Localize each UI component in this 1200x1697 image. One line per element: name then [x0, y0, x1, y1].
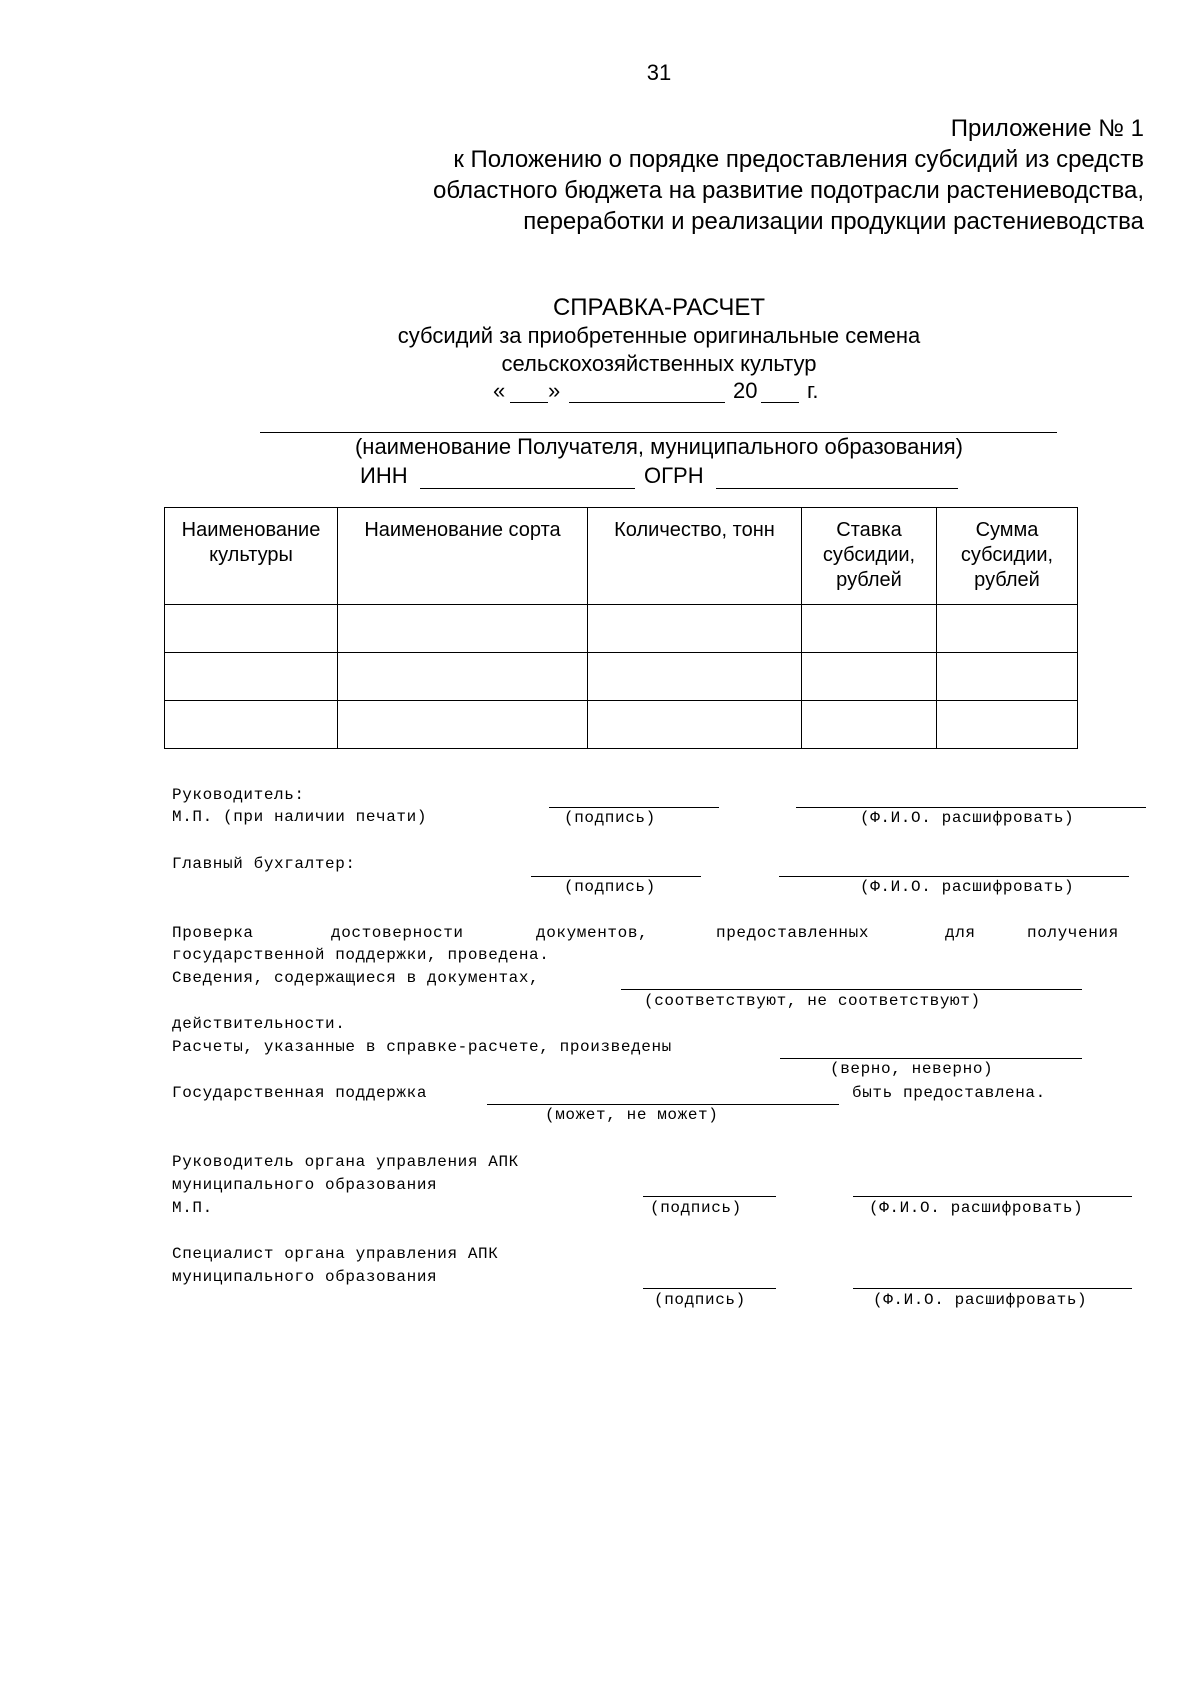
- stamp-label: М.П. (при наличии печати): [172, 808, 428, 826]
- verification-word: предоставленных: [716, 924, 870, 942]
- table-cell[interactable]: [588, 605, 802, 653]
- date-year-suffix: г.: [807, 378, 819, 403]
- date-quote-open: «: [493, 378, 506, 403]
- header-variety-name: Наименование сорта: [338, 508, 588, 605]
- apk-head-name-caption: (Ф.И.О. расшифровать): [869, 1199, 1084, 1217]
- apk-specialist-signature-field[interactable]: [643, 1288, 776, 1289]
- table-row: [165, 653, 1078, 701]
- apk-specialist-name-field[interactable]: [853, 1288, 1132, 1289]
- ogrn-field[interactable]: [716, 488, 958, 489]
- apk-head-line-1: Руководитель органа управления АПК: [172, 1153, 519, 1171]
- support-label: Государственная поддержка: [172, 1084, 428, 1102]
- date-quote-close: »: [548, 378, 561, 403]
- chief-name-field[interactable]: [779, 876, 1129, 877]
- head-label: Руководитель:: [172, 786, 305, 804]
- verification-word: документов,: [536, 924, 649, 942]
- verification-word: достоверности: [331, 924, 464, 942]
- chief-signature-field[interactable]: [531, 876, 701, 877]
- date-day-field[interactable]: [510, 402, 548, 403]
- page-number: 31: [646, 60, 672, 85]
- apk-specialist-line-1: Специалист органа управления АПК: [172, 1245, 499, 1263]
- table-cell[interactable]: [338, 653, 588, 701]
- ogrn-label: ОГРН: [644, 463, 704, 488]
- table-cell[interactable]: [588, 701, 802, 749]
- recipient-name-field[interactable]: [260, 432, 1057, 433]
- support-suffix: быть предоставлена.: [852, 1084, 1046, 1102]
- appendix-line-3: переработки и реализации продукции растениеводства: [523, 208, 1144, 235]
- chief-name-caption: (Ф.И.О. расшифровать): [860, 878, 1075, 896]
- table-cell[interactable]: [165, 605, 338, 653]
- chief-signature-caption: (подпись): [564, 878, 656, 896]
- table-header-row: [165, 508, 1078, 605]
- form-subtitle-1: субсидий за приобретенные оригинальные семена: [397, 323, 921, 348]
- apk-head-signature-caption: (подпись): [650, 1199, 742, 1217]
- head-signature-caption: (подпись): [564, 809, 656, 827]
- verification-word: для: [945, 924, 976, 942]
- calc-label: Расчеты, указанные в справке-расчете, произведены: [172, 1038, 672, 1056]
- table-cell[interactable]: [338, 701, 588, 749]
- info-label: Сведения, содержащиеся в документах,: [172, 969, 540, 987]
- appendix-line-2: областного бюджета на развитие подотрасли растениеводства,: [432, 177, 1144, 204]
- table-cell[interactable]: [338, 605, 588, 653]
- header-subsidy-amount: Сумма субсидии, рублей: [937, 508, 1078, 605]
- table-row: [165, 605, 1078, 653]
- head-name-field[interactable]: [796, 807, 1146, 808]
- table-cell[interactable]: [802, 653, 937, 701]
- apk-head-line-3: М.П.: [172, 1199, 213, 1217]
- header-subsidy-rate: Ставка субсидии, рублей: [802, 508, 937, 605]
- support-caption: (может, не может): [545, 1106, 719, 1124]
- appendix-line-1: к Положению о порядке предоставления субсидий из средств: [453, 146, 1144, 173]
- header-crop-name: Наименование культуры: [165, 508, 338, 605]
- apk-head-line-2: муниципального образования: [172, 1176, 438, 1194]
- table-cell[interactable]: [165, 701, 338, 749]
- recipient-caption: (наименование Получателя, муниципального образования): [354, 434, 964, 459]
- appendix-title: Приложение № 1: [950, 115, 1144, 142]
- reality-text: действительности.: [172, 1015, 346, 1033]
- header-quantity: Количество, тонн: [588, 508, 802, 605]
- chief-accountant-label: Главный бухгалтер:: [172, 855, 356, 873]
- date-year-prefix: 20: [733, 378, 758, 403]
- form-subtitle-2: сельскохозяйственных культур: [501, 351, 817, 376]
- table-cell[interactable]: [802, 605, 937, 653]
- table-row: [165, 701, 1078, 749]
- table-cell[interactable]: [165, 653, 338, 701]
- table-cell[interactable]: [802, 701, 937, 749]
- verification-word: получения: [1027, 924, 1119, 942]
- info-caption: (соответствуют, не соответствуют): [644, 992, 981, 1010]
- apk-head-name-field[interactable]: [853, 1196, 1132, 1197]
- table-cell[interactable]: [937, 605, 1078, 653]
- table-cell[interactable]: [937, 701, 1078, 749]
- subsidy-table: [164, 507, 1078, 749]
- inn-field[interactable]: [420, 488, 635, 489]
- apk-specialist-name-caption: (Ф.И.О. расшифровать): [873, 1291, 1088, 1309]
- info-compliance-field[interactable]: [621, 989, 1082, 990]
- date-year-field[interactable]: [761, 402, 799, 403]
- calc-caption: (верно, неверно): [830, 1060, 994, 1078]
- head-name-caption: (Ф.И.О. расшифровать): [860, 809, 1075, 827]
- inn-label: ИНН: [360, 463, 408, 488]
- head-signature-field[interactable]: [549, 807, 719, 808]
- table-cell[interactable]: [588, 653, 802, 701]
- calc-correctness-field[interactable]: [780, 1058, 1082, 1059]
- form-title: СПРАВКА-РАСЧЕТ: [552, 294, 766, 321]
- table-cell[interactable]: [937, 653, 1078, 701]
- verification-line-2: государственной поддержки, проведена.: [172, 946, 550, 964]
- apk-specialist-signature-caption: (подпись): [654, 1291, 746, 1309]
- date-month-field[interactable]: [569, 402, 725, 403]
- apk-head-signature-field[interactable]: [643, 1196, 776, 1197]
- apk-specialist-line-2: муниципального образования: [172, 1268, 438, 1286]
- verification-word: Проверка: [172, 924, 254, 942]
- support-decision-field[interactable]: [487, 1104, 839, 1105]
